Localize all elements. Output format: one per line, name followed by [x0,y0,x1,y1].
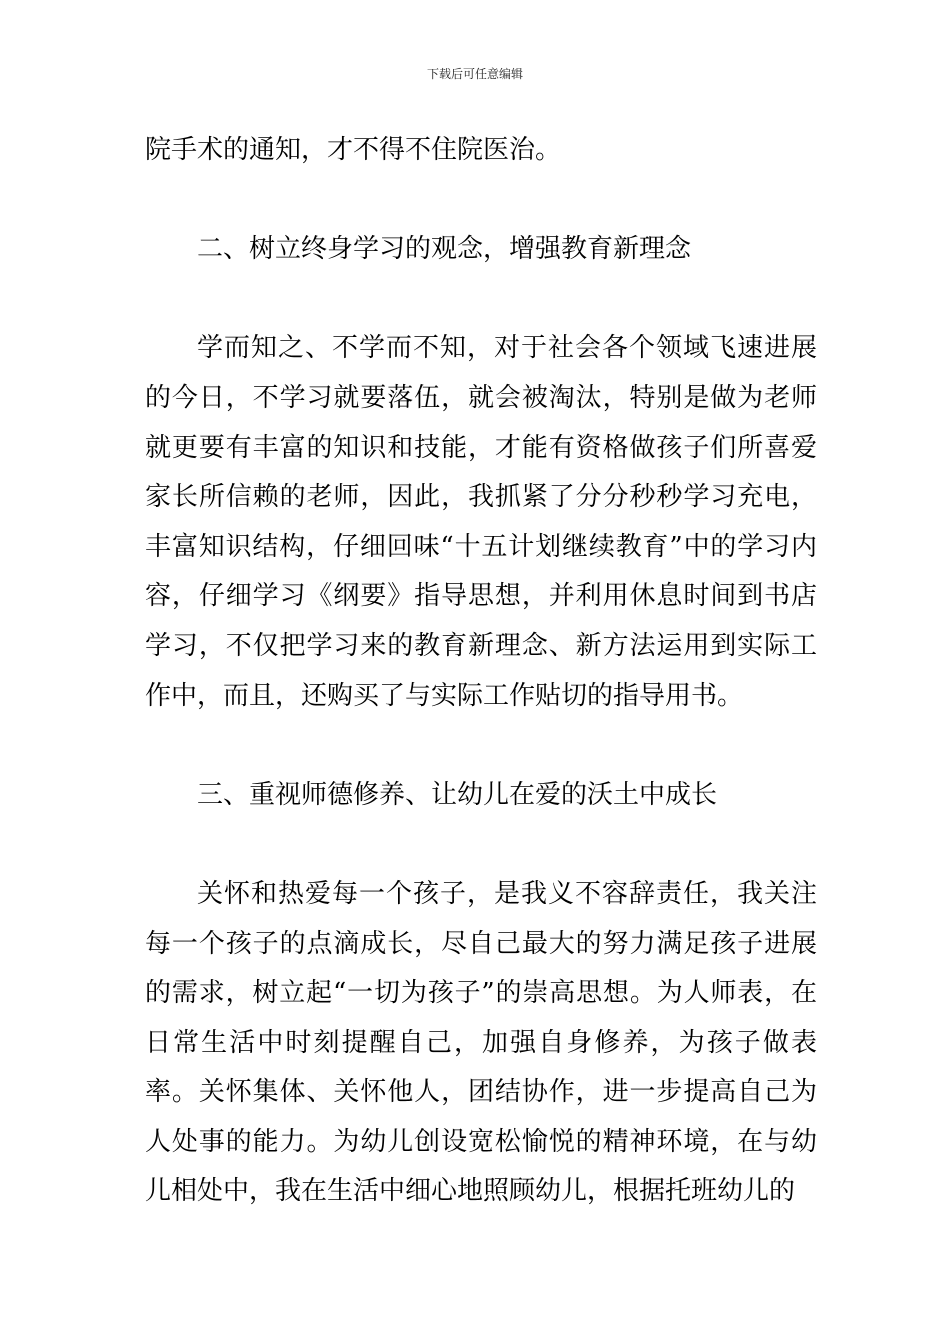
paragraph-spacer [145,721,817,771]
paragraph-learning: 学而知之、不学而不知，对于社会各个领域飞速进展的今日，不学习就要落伍，就会被淘汰，特别是做为老师就更要有丰富的知识和技能，才能有资格做孩子们所喜爱家长所信赖的老师，因此，我抓紧了分分秒秒学习充电，丰富知识结构，仔细回味“十五计划继续教育”中的学习内容，仔细学习《纲要》指导思想，并利用休息时间到书店学习，不仅把学习来的教育新理念、新方法运用到实际工作中，而且，还购买了与实际工作贴切的指导用书。 [145,333,817,711]
paragraph-continuation: 院手术的通知，才不得不住院医治。 [145,135,562,165]
paragraph-spacer [145,820,817,870]
document-body [145,126,817,1217]
paragraph-care: 关怀和热爱每一个孩子，是我义不容辞责任，我关注每一个孩子的点滴成长，尽自己最大的努力满足孩子进展的需求，树立起“一切为孩子”的崇高思想。为人师表，在日常生活中时刻提醒自己，加强自身修养，为孩子做表率。关怀集体、关怀他人，团结协作，进一步提高自己为人处事的能力。为幼儿创设宽松愉悦的精神环境，在与幼儿相处中，我在生活中细心地照顾幼儿，根据托班幼儿的 [145,878,817,1207]
paragraph-spacer [145,176,817,226]
section-heading-2: 二、树立终身学习的观念，增强教育新理念 [197,234,692,265]
page-header-note: 下载后可任意编辑 [426,67,523,81]
section-heading-3: 三、重视师德修养、让幼儿在爱的沃土中成长 [197,779,718,810]
paragraph-spacer [145,275,817,325]
